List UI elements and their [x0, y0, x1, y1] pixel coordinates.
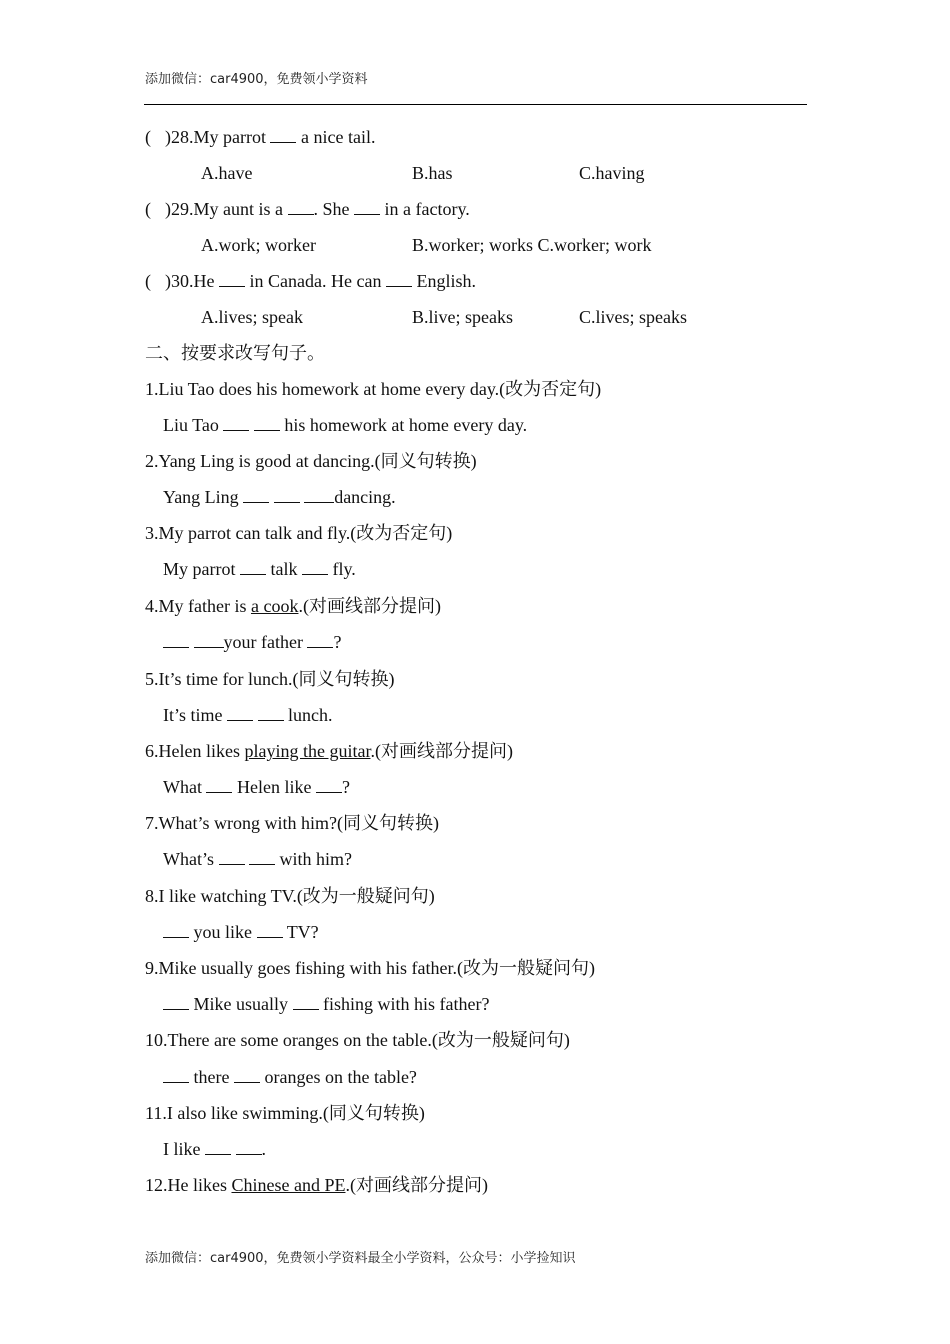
blank[interactable] — [254, 416, 280, 431]
blank[interactable] — [236, 1140, 262, 1155]
rewrite-answer-2: Yang Ling dancing. — [163, 487, 396, 507]
option-29-a[interactable]: A.work; worker — [201, 235, 316, 255]
option-28-a[interactable]: A.have — [201, 163, 253, 183]
rewrite-answer-11: I like . — [163, 1139, 266, 1159]
blank[interactable] — [163, 633, 189, 648]
option-30-b[interactable]: B.live; speaks — [412, 307, 513, 327]
underlined-phrase: playing the guitar — [244, 741, 371, 761]
blank[interactable] — [258, 706, 284, 721]
rewrite-question-2: 2.Yang Ling is good at dancing.(同义句转换) — [145, 451, 477, 471]
underlined-phrase: a cook — [250, 596, 299, 616]
rewrite-question-9: 9.Mike usually goes fishing with his father.(改为一般疑问句) — [145, 958, 595, 978]
option-29-bc[interactable]: B.worker; works C.worker; work — [412, 235, 652, 255]
rewrite-question-6: 6.Helen likes playing the guitar.(对画线部分提问) — [145, 741, 513, 761]
question-29: ( )29.My aunt is a . She in a factory. — [145, 199, 470, 219]
answer-paren-open: ( — [145, 127, 151, 147]
blank[interactable] — [354, 200, 380, 215]
blank[interactable] — [205, 1140, 231, 1155]
rewrite-question-1: 1.Liu Tao does his homework at home every day.(改为否定句) — [145, 379, 602, 399]
rewrite-answer-9: Mike usually fishing with his father? — [163, 993, 489, 1015]
rewrite-answer-10: there oranges on the table? — [163, 1066, 417, 1088]
question-28: ( )28.My parrot a nice tail. — [145, 127, 376, 147]
blank[interactable] — [307, 633, 333, 648]
blank[interactable] — [243, 488, 269, 503]
rewrite-answer-8: you like TV? — [163, 921, 319, 943]
blank[interactable] — [163, 995, 189, 1010]
blank[interactable] — [316, 778, 342, 793]
blank[interactable] — [257, 923, 283, 938]
rewrite-question-3: 3.My parrot can talk and fly.(改为否定句) — [145, 523, 453, 543]
rewrite-answer-5: It’s time lunch. — [163, 705, 333, 725]
blank[interactable] — [249, 850, 275, 865]
rewrite-question-7: 7.What’s wrong with him?(同义句转换) — [145, 813, 439, 833]
blank[interactable] — [194, 633, 224, 648]
blank[interactable] — [163, 1068, 189, 1083]
blank[interactable] — [293, 995, 319, 1010]
blank[interactable] — [274, 488, 300, 503]
rewrite-question-10: 10.There are some oranges on the table.(改为一般疑问句) — [145, 1030, 570, 1050]
option-28-c[interactable]: C.having — [579, 163, 645, 183]
rewrite-question-5: 5.It’s time for lunch.(同义句转换) — [145, 669, 395, 689]
blank[interactable] — [206, 778, 232, 793]
question-30: ( )30.He in Canada. He can English. — [145, 271, 476, 291]
blank[interactable] — [386, 272, 412, 287]
blank[interactable] — [288, 200, 314, 215]
header-divider — [144, 104, 807, 105]
blank[interactable] — [219, 850, 245, 865]
blank[interactable] — [240, 560, 266, 575]
rewrite-question-8: 8.I like watching TV.(改为一般疑问句) — [145, 886, 435, 906]
rewrite-answer-7: What’s with him? — [163, 849, 352, 869]
option-28-b[interactable]: B.has — [412, 163, 453, 183]
page-header: 添加微信：car4900，免费领小学资料 — [145, 72, 368, 87]
blank[interactable] — [219, 272, 245, 287]
option-30-c[interactable]: C.lives; speaks — [579, 307, 687, 327]
rewrite-question-12: 12.He likes Chinese and PE.(对画线部分提问) — [145, 1175, 488, 1195]
rewrite-question-4: 4.My father is a cook.(对画线部分提问) — [145, 596, 441, 616]
blank[interactable] — [270, 128, 296, 143]
rewrite-question-11: 11.I also like swimming.(同义句转换) — [145, 1103, 425, 1123]
rewrite-answer-6: What Helen like ? — [163, 777, 350, 797]
blank[interactable] — [302, 560, 328, 575]
rewrite-answer-1: Liu Tao his homework at home every day. — [163, 415, 528, 435]
blank[interactable] — [234, 1068, 260, 1083]
blank[interactable] — [227, 706, 253, 721]
section-title: 二、按要求改写句子。 — [145, 343, 325, 363]
rewrite-answer-3: My parrot talk fly. — [163, 559, 356, 579]
blank[interactable] — [163, 923, 189, 938]
blank[interactable] — [223, 416, 249, 431]
page-footer: 添加微信：car4900，免费领小学资料最全小学资料，公众号：小学捡知识 — [145, 1251, 576, 1266]
rewrite-answer-4: your father ? — [163, 631, 341, 653]
underlined-phrase: Chinese and PE — [231, 1175, 346, 1195]
option-30-a[interactable]: A.lives; speak — [201, 307, 303, 327]
blank[interactable] — [304, 488, 334, 503]
